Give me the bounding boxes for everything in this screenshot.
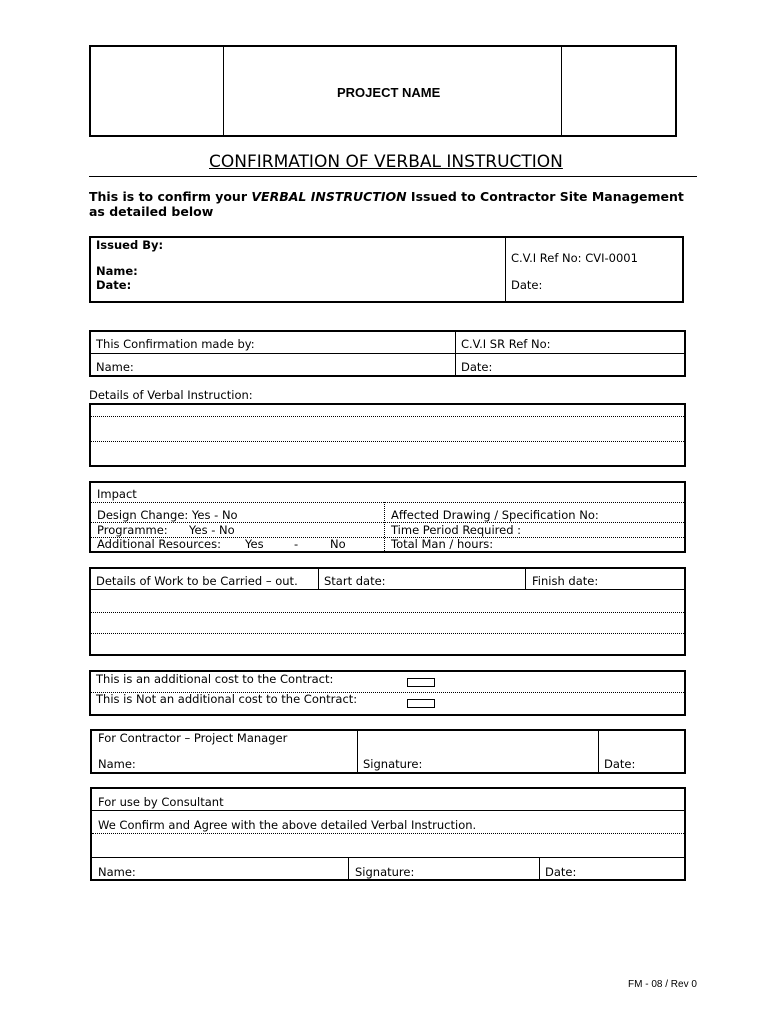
intro-part-3: Issued to Contractor Site Management	[406, 189, 684, 204]
header-divider-left	[223, 47, 224, 135]
header-divider-right	[561, 47, 562, 135]
issued-name-label: Name:	[96, 264, 138, 278]
finish-date-label: Finish date:	[532, 574, 599, 588]
contractor-signature-label: Signature:	[363, 757, 423, 771]
form-title: CONFIRMATION OF VERBAL INSTRUCTION	[209, 152, 563, 172]
consultant-col-divider-1	[348, 857, 349, 879]
form-code: FM - 08 / Rev 0	[628, 979, 697, 990]
total-man-hours-label: Total Man / hours:	[391, 537, 494, 551]
impact-line-2	[91, 522, 684, 523]
issued-divider	[505, 238, 506, 301]
work-header-divider	[91, 589, 684, 590]
intro-part-1: This is to confirm your	[89, 189, 252, 204]
work-col-divider-1	[318, 569, 319, 589]
work-box	[89, 567, 686, 656]
start-date-label: Start date:	[324, 574, 386, 588]
consultant-divider-1	[92, 810, 684, 811]
intro-verbal-instruction: VERBAL INSTRUCTION	[251, 189, 407, 204]
contractor-date-label: Date:	[604, 757, 636, 771]
additional-cost-checkbox[interactable]	[407, 678, 435, 687]
consultant-signature-label: Signature:	[355, 865, 415, 879]
confirmation-col-divider	[455, 332, 456, 375]
cvi-ref-no: C.V.I Ref No: CVI-0001	[511, 251, 638, 265]
confirmation-box	[89, 330, 686, 377]
consultant-col-divider-2	[539, 857, 540, 879]
affected-drawing-label: Affected Drawing / Specification No:	[391, 508, 599, 522]
cvi-ref-date: Date:	[511, 278, 543, 292]
header-box	[89, 45, 677, 137]
additional-resources-label: Additional Resources:	[97, 537, 221, 551]
contractor-col-divider-1	[357, 731, 358, 772]
impact-col-divider	[384, 502, 385, 551]
details-line-2	[91, 441, 684, 442]
confirmation-row-divider	[91, 353, 684, 354]
programme-label: Programme:	[97, 523, 168, 537]
time-period-label: Time Period Required :	[391, 523, 522, 537]
consultant-agree-text: We Confirm and Agree with the above detailed Verbal Instruction.	[98, 818, 477, 832]
confirmation-name-label: Name:	[96, 360, 134, 374]
not-additional-cost-checkbox[interactable]	[407, 699, 435, 708]
design-change-label: Design Change: Yes - No	[97, 508, 238, 522]
resources-dash: -	[294, 537, 299, 551]
consultant-divider-2	[92, 833, 684, 834]
additional-cost-label: This is an additional cost to the Contract:	[96, 672, 334, 686]
details-label: Details of Verbal Instruction:	[89, 388, 253, 402]
issued-box	[89, 236, 684, 303]
impact-box	[89, 481, 686, 553]
intro-line-2: as detailed below	[89, 204, 214, 219]
consultant-name-label: Name:	[98, 865, 136, 879]
work-details-label: Details of Work to be Carried – out.	[96, 574, 298, 588]
consultant-date-label: Date:	[545, 865, 577, 879]
impact-line-1	[91, 502, 684, 503]
consultant-title: For use by Consultant	[98, 795, 224, 809]
not-additional-cost-label: This is Not an additional cost to the Contract:	[96, 692, 358, 706]
confirmation-made-by: This Confirmation made by:	[96, 337, 255, 351]
project-name: PROJECT NAME	[337, 85, 441, 100]
details-box	[89, 403, 686, 467]
contractor-box	[90, 729, 686, 774]
work-line-2	[91, 633, 684, 634]
cost-box	[89, 670, 686, 716]
intro-line-1	[89, 191, 684, 204]
cvi-sr-ref-no: C.V.I SR Ref No:	[461, 337, 551, 351]
details-line-1	[91, 416, 684, 417]
contractor-title: For Contractor – Project Manager	[98, 731, 288, 745]
contractor-col-divider-2	[598, 731, 599, 772]
consultant-box	[90, 787, 686, 881]
title-rule	[89, 176, 697, 177]
confirmation-date-label: Date:	[461, 360, 493, 374]
impact-title: Impact	[97, 487, 137, 501]
issued-by-label: Issued By:	[96, 238, 164, 252]
contractor-name-label: Name:	[98, 757, 136, 771]
work-col-divider-2	[525, 569, 526, 589]
consultant-divider-3	[92, 857, 684, 858]
issued-date-label: Date:	[96, 278, 132, 292]
work-line-1	[91, 612, 684, 613]
programme-yes-no: Yes - No	[189, 523, 235, 537]
resources-no: No	[330, 537, 346, 551]
resources-yes: Yes	[245, 537, 264, 551]
